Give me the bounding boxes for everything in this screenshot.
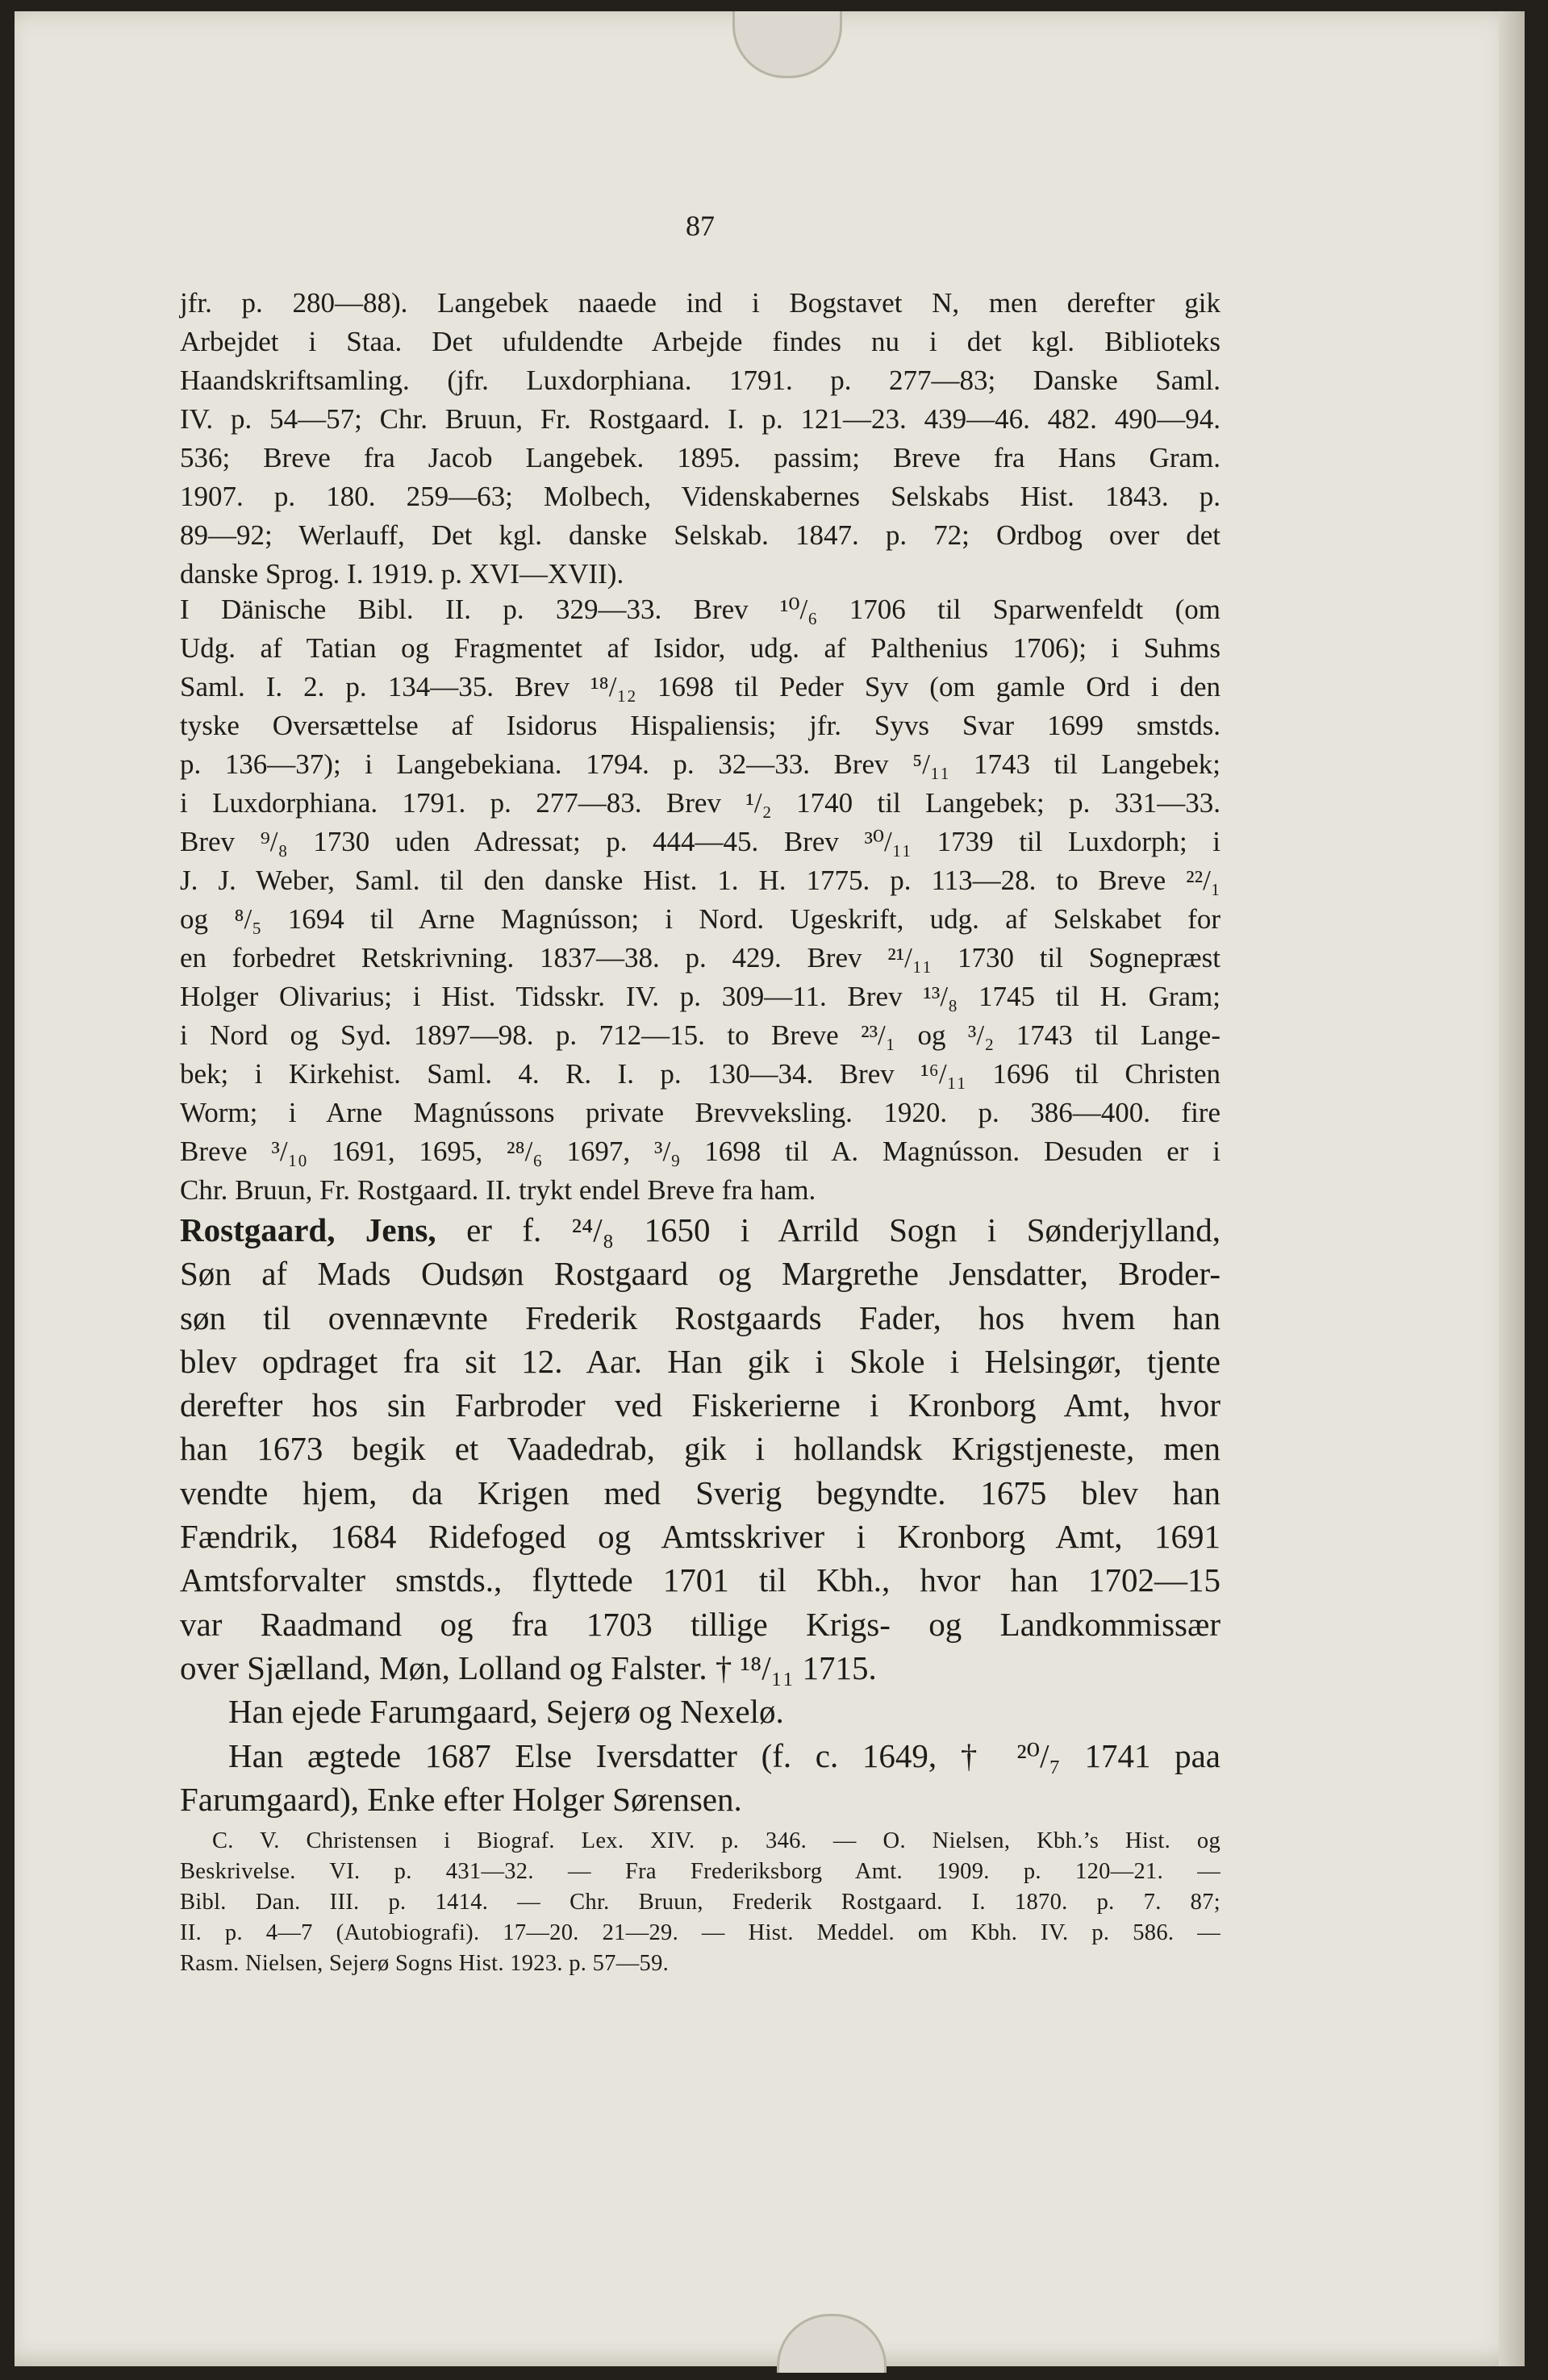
text-line: Søn af Mads Oudsøn Rostgaard og Margrethe Jensdatter, Broder- xyxy=(180,1255,1220,1293)
text-line: og ⁸/₅ 1694 til Arne Magnússon; i Nord. Ugeskrift, udg. af Selskabet for xyxy=(180,903,1220,935)
text-line: J. J. Weber, Saml. til den danske Hist. 1. H. 1775. p. 113—28. to Breve ²²/₁ xyxy=(180,865,1220,896)
text-line: IV. p. 54—57; Chr. Bruun, Fr. Rostgaard. I. p. 121—23. 439—46. 482. 490—94. xyxy=(180,403,1220,435)
text-line: C. V. Christensen i Biograf. Lex. XIV. p. 346. — O. Nielsen, Kbh.’s Hist. og xyxy=(212,1828,1220,1853)
text-line: Saml. I. 2. p. 134—35. Brev ¹⁸/₁₂ 1698 til Peder Syv (om gamle Ord i den xyxy=(180,671,1220,702)
text-line: Breve ³/₁₀ 1691, 1695, ²⁸/₆ 1697, ³/₉ 1698 til A. Magnússon. Desuden er i xyxy=(180,1136,1220,1167)
binding-tab-top xyxy=(732,11,842,78)
text-line: Farumgaard), Enke efter Holger Sørensen. xyxy=(180,1780,742,1818)
text-line: søn til ovennævnte Frederik Rostgaards Fader, hos hvem han xyxy=(180,1298,1220,1336)
binding-tab-bottom xyxy=(777,2314,887,2373)
text-line: Udg. af Tatian og Fragmentet af Isidor, udg. af Palthenius 1706); i Suhms xyxy=(180,632,1220,664)
text-line: Worm; i Arne Magnússons private Brevveksling. 1920. p. 386—400. fire xyxy=(180,1097,1220,1128)
text-line: i Nord og Syd. 1897—98. p. 712—15. to Breve ²³/₁ og ³/₂ 1743 til Lange- xyxy=(180,1019,1220,1051)
text-line: en forbedret Retskrivning. 1837—38. p. 429. Brev ²¹/₁₁ 1730 til Sognepræst xyxy=(180,942,1220,973)
text-line: Beskrivelse. VI. p. 431—32. — Fra Frederiksborg Amt. 1909. p. 120—21. — xyxy=(180,1859,1220,1884)
page-edge xyxy=(1499,11,1525,2366)
text-line: danske Sprog. I. 1919. p. XVI—XVII). xyxy=(180,558,624,590)
letters-paragraph xyxy=(180,590,1220,1210)
text-line: var Raadmand og fra 1703 tillige Krigs- og Landkommissær xyxy=(180,1605,1220,1643)
text-line: p. 136—37); i Langebekiana. 1794. p. 32—33. Brev ⁵/₁₁ 1743 til Langebek; xyxy=(180,748,1220,780)
text-line: 89—92; Werlauff, Det kgl. danske Selskab. 1847. p. 72; Ordbog over det xyxy=(180,519,1220,551)
text-line: tyske Oversættelse af Isidorus Hispaliensis; jfr. Syvs Svar 1699 smstds. xyxy=(180,710,1220,741)
text-line: 536; Breve fra Jacob Langebek. 1895. passim; Breve fra Hans Gram. xyxy=(180,442,1220,473)
text-line: I Dänische Bibl. II. p. 329—33. Brev ¹⁰/₆ 1706 til Sparwenfeldt (om xyxy=(180,594,1220,625)
text-line: Amtsforvalter smstds., flyttede 1701 til Kbh., hvor han 1702—15 xyxy=(180,1561,1220,1599)
entry-paragraph xyxy=(180,1208,1220,1821)
estates-line: Han ejede Farumgaard, Sejerø og Nexelø. xyxy=(228,1693,784,1731)
text-line: Chr. Bruun, Fr. Rostgaard. II. trykt endel Breve fra ham. xyxy=(180,1174,816,1206)
entry-headword: Rostgaard, Jens, xyxy=(180,1211,436,1248)
page-number: 87 xyxy=(686,210,715,242)
reference-continuation xyxy=(180,284,1220,594)
text-line: bek; i Kirkehist. Saml. 4. R. I. p. 130—34. Brev ¹⁶/₁₁ 1696 til Christen xyxy=(180,1058,1220,1090)
entry-first-line xyxy=(180,1208,1220,1252)
text-line: han 1673 begik et Vaadedrab, gik i hollandsk Krigstjeneste, men xyxy=(180,1430,1220,1468)
text-line: vendte hjem, da Krigen med Sverig begyndte. 1675 blev han xyxy=(180,1473,1220,1511)
text-line: Fændrik, 1684 Ridefoged og Amtsskriver i Kronborg Amt, 1691 xyxy=(180,1518,1220,1556)
text-line: Bibl. Dan. III. p. 1414. — Chr. Bruun, Frederik Rostgaard. I. 1870. p. 7. 87; xyxy=(180,1890,1220,1915)
text-line: II. p. 4—7 (Autobiografi). 17—20. 21—29. — Hist. Meddel. om Kbh. IV. p. 586. — xyxy=(180,1920,1220,1945)
text-line: er f. ²⁴/₈ 1650 i Arrild Sogn i Sønderjylland, xyxy=(436,1211,1220,1248)
text-line: 1907. p. 180. 259—63; Molbech, Videnskabernes Selskabs Hist. 1843. p. xyxy=(180,481,1220,512)
text-line: Haandskriftsamling. (jfr. Luxdorphiana. 1791. p. 277—83; Danske Saml. xyxy=(180,365,1220,396)
text-line: blev opdraget fra sit 12. Aar. Han gik i Skole i Helsingør, tjente xyxy=(180,1342,1220,1380)
references xyxy=(180,1826,1220,1979)
text-line: Rasm. Nielsen, Sejerø Sogns Hist. 1923. p. 57—59. xyxy=(180,1951,670,1976)
text-line: Arbejdet i Staa. Det ufuldendte Arbejde findes nu i det kgl. Biblioteks xyxy=(180,326,1220,357)
book-page xyxy=(15,11,1525,2366)
text-line: derefter hos sin Farbroder ved Fiskerierne i Kronborg Amt, hvor xyxy=(180,1386,1220,1424)
text-line: Holger Olivarius; i Hist. Tidsskr. IV. p. 309—11. Brev ¹³/₈ 1745 til H. Gram; xyxy=(180,981,1220,1012)
text-line: Brev ⁹/₈ 1730 uden Adressat; p. 444—45. Brev ³⁰/₁₁ 1739 til Luxdorph; i xyxy=(180,826,1220,857)
text-line: Han ægtede 1687 Else Iversdatter (f. c. 1649, † ²⁰/₇ 1741 paa xyxy=(228,1736,1220,1774)
text-line: i Luxdorphiana. 1791. p. 277—83. Brev ¹/₂ 1740 til Langebek; p. 331—33. xyxy=(180,787,1220,819)
text-line: over Sjælland, Møn, Lolland og Falster. † ¹⁸/₁₁ 1715. xyxy=(180,1648,877,1686)
text-line: jfr. p. 280—88). Langebek naaede ind i Bogstavet N, men derefter gik xyxy=(180,287,1220,319)
